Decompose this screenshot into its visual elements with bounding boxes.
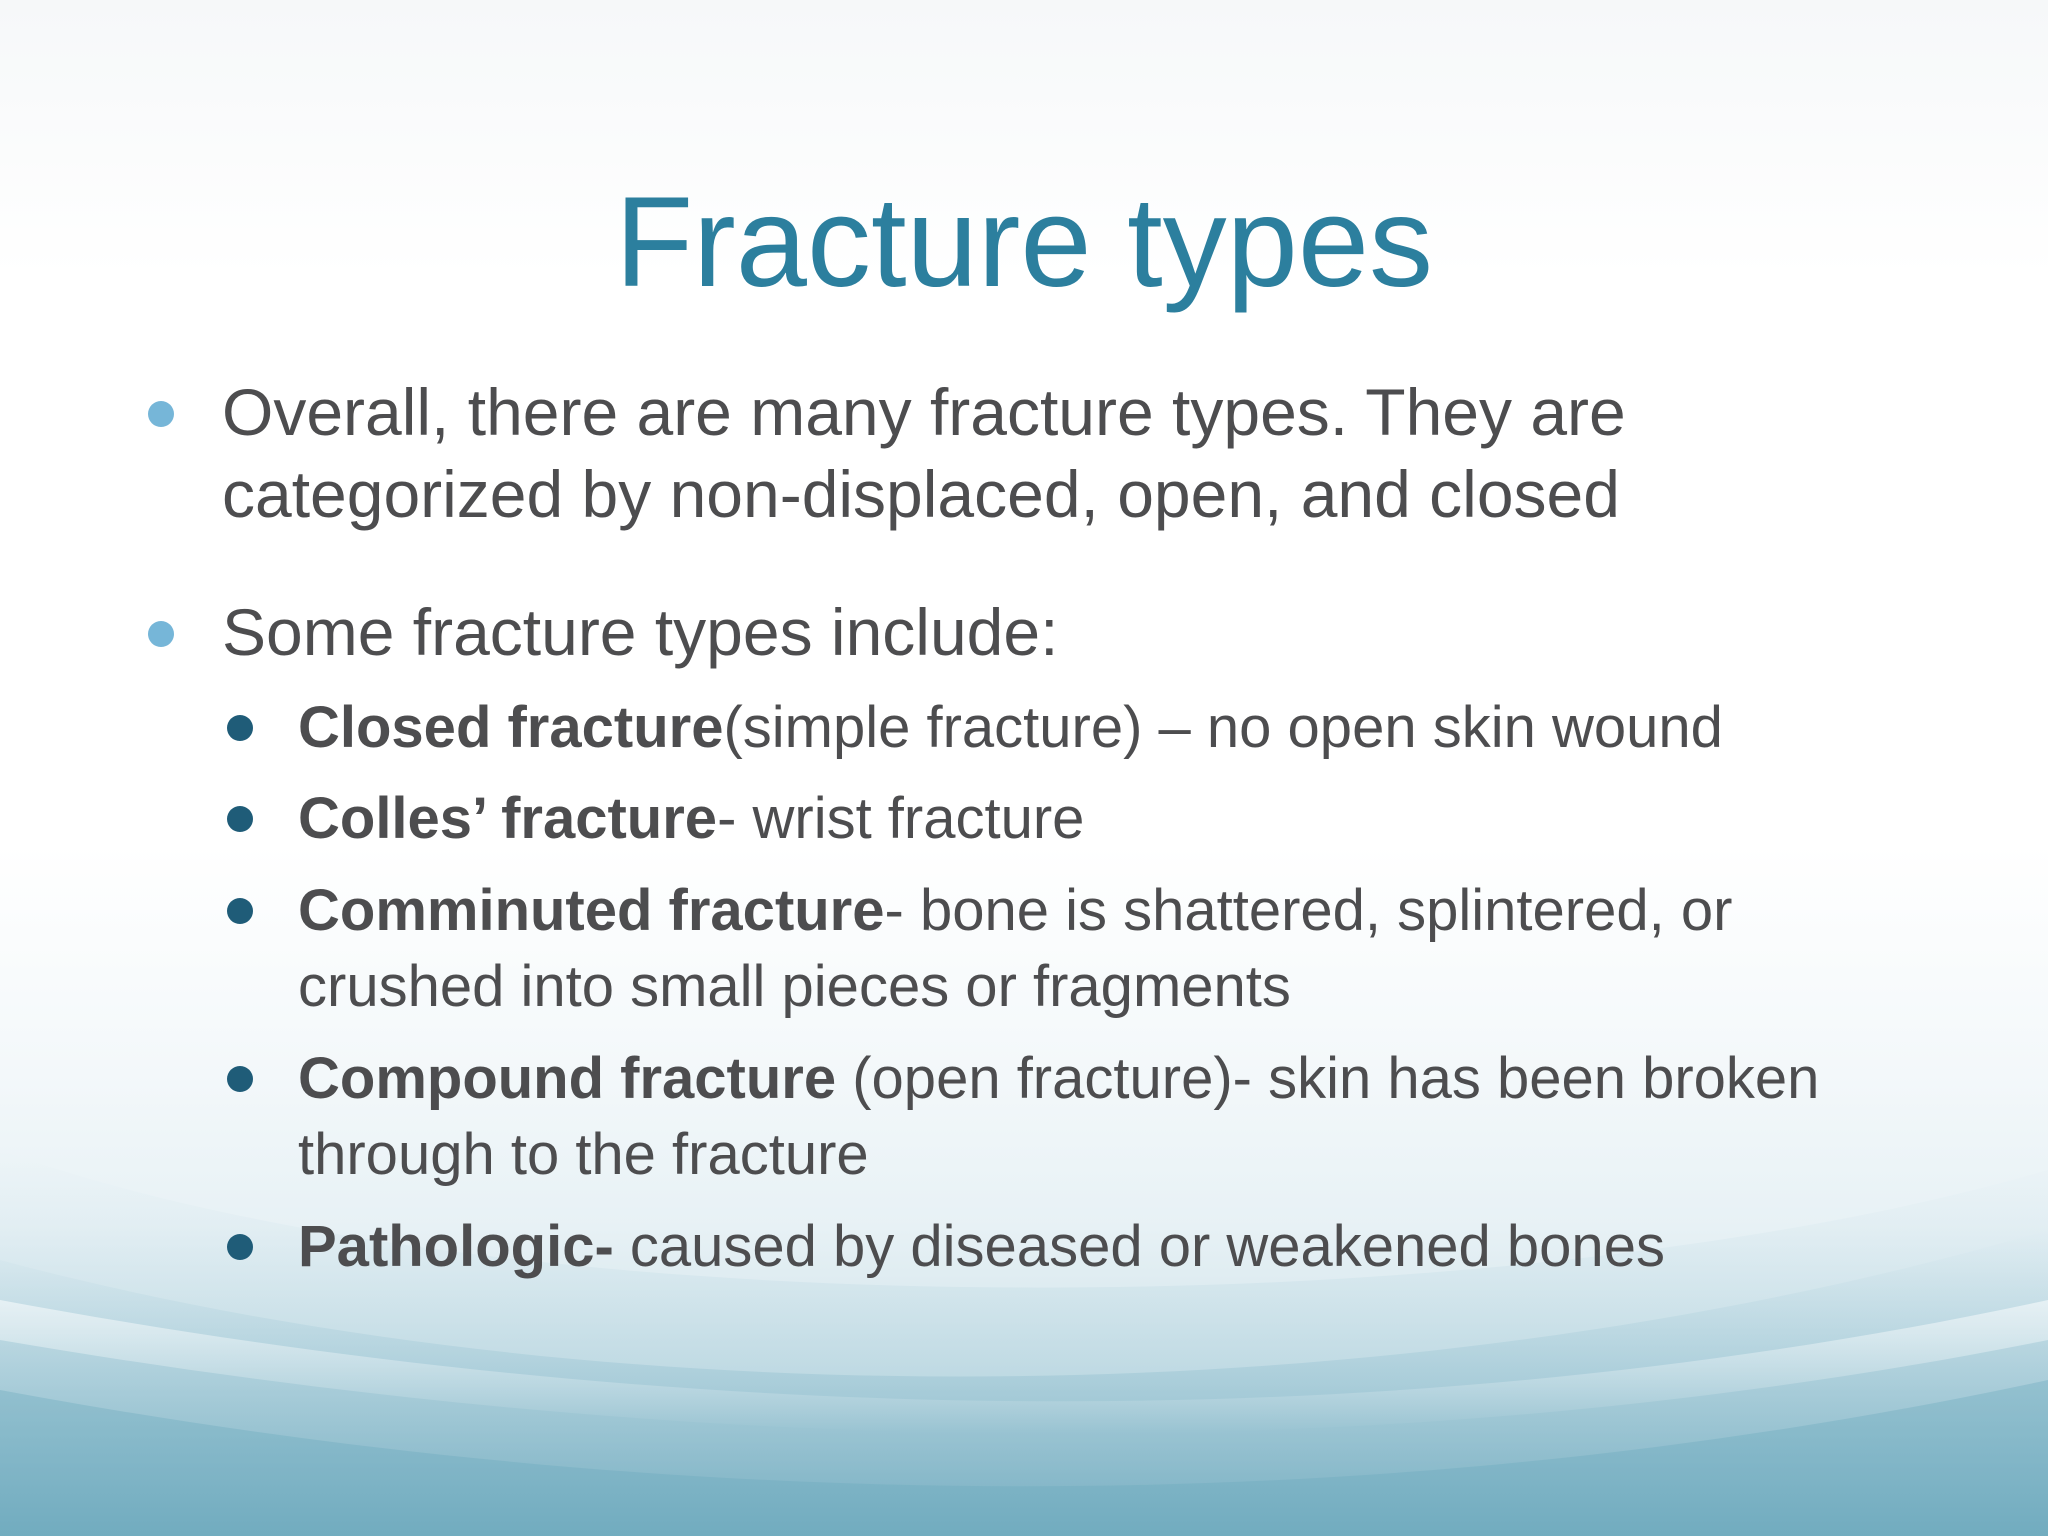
subbullet-pathologic [298, 1209, 1858, 1285]
bullet-overall [222, 371, 1822, 535]
bullet-dot-icon [227, 898, 253, 924]
bullet-dot-icon [227, 715, 253, 741]
fracture-term: Pathologic- [298, 1214, 614, 1279]
bullet-dot-icon [227, 1066, 253, 1092]
bullet-dot-icon [227, 1234, 253, 1260]
subbullet-comminuted-fracture [298, 873, 1858, 1025]
fracture-term: Closed fracture [298, 695, 724, 760]
subbullet-colles-fracture [298, 781, 1858, 857]
fracture-description: (open fracture)- skin has been broken through to the fracture [298, 1046, 1820, 1187]
bullet-dot-icon [227, 806, 253, 832]
bullet-text: Some fracture types include: [222, 595, 1059, 669]
fracture-description: - bone is shattered, splintered, or crushed into small pieces or fragments [298, 878, 1733, 1019]
bullet-text: Overall, there are many fracture types. They are categorized by non-displaced, open, and closed [222, 375, 1626, 531]
fracture-description: - wrist fracture [717, 786, 1085, 851]
bullet-dot-icon [148, 401, 174, 427]
slide-title: Fracture types [614, 171, 1434, 314]
bullet-dot-icon [148, 621, 174, 647]
fracture-term: Comminuted fracture [298, 878, 885, 943]
bullet-some-types [222, 591, 1822, 673]
fracture-term: Compound fracture [298, 1046, 837, 1111]
fracture-description: (simple fracture) – no open skin wound [723, 695, 1723, 760]
subbullet-closed-fracture [298, 690, 1858, 766]
subbullet-compound-fracture [298, 1041, 1858, 1193]
fracture-term: Colles’ fracture [298, 786, 718, 851]
fracture-description: caused by diseased or weakened bones [613, 1214, 1665, 1279]
